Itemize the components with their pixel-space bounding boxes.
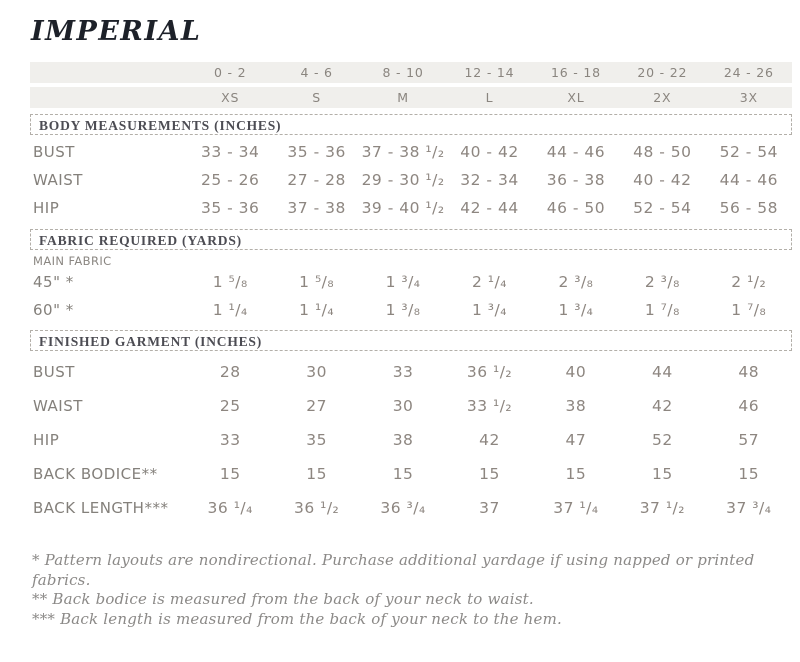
size-number-header: 12 - 14 bbox=[464, 65, 515, 80]
section-title-fabric-required: FABRIC REQUIRED (YARDS) bbox=[30, 229, 792, 250]
measurement-value: 47 bbox=[565, 431, 587, 449]
yardage-value: 2 ³/₈ bbox=[644, 273, 680, 291]
row-label: 45" * bbox=[33, 273, 74, 291]
table-row-fabric-45 bbox=[30, 268, 792, 296]
yardage-value: 1 ³/₈ bbox=[385, 301, 421, 319]
yardage-value: 1 ³/₄ bbox=[472, 301, 507, 319]
size-letter-header: 3X bbox=[739, 90, 758, 105]
measurement-value: 15 bbox=[392, 465, 414, 483]
table-row-hip bbox=[30, 194, 792, 222]
size-number-header: 16 - 18 bbox=[550, 65, 601, 80]
measurement-value: 52 - 54 bbox=[633, 199, 692, 217]
measurement-value: 28 bbox=[219, 363, 241, 381]
measurement-value: 40 - 42 bbox=[633, 171, 692, 189]
footnote-back-length: *** Back length is measured from the back of your neck to the hem. bbox=[32, 609, 562, 628]
measurement-value: 36 ¹/₄ bbox=[207, 499, 253, 517]
table-row-waist bbox=[30, 166, 792, 194]
yardage-value: 2 ³/₈ bbox=[558, 273, 594, 291]
measurement-value: 57 bbox=[738, 431, 760, 449]
measurement-value: 15 bbox=[738, 465, 760, 483]
yardage-value: 1 ³/₄ bbox=[385, 273, 421, 291]
yardage-value: 1 ³/₄ bbox=[558, 301, 594, 319]
size-chart bbox=[30, 62, 792, 525]
measurement-value: 37 ³/₄ bbox=[726, 499, 772, 517]
section-title-body-measurements: BODY MEASUREMENTS (INCHES) bbox=[30, 114, 792, 135]
measurement-value: 25 - 26 bbox=[201, 171, 260, 189]
measurement-value: 46 bbox=[738, 397, 760, 415]
measurement-value: 32 - 34 bbox=[460, 171, 519, 189]
yardage-value: 1 ⁵/₈ bbox=[299, 273, 335, 291]
measurement-value: 38 bbox=[565, 397, 587, 415]
measurement-value: 40 bbox=[565, 363, 587, 381]
measurement-value: 15 bbox=[306, 465, 327, 483]
measurement-value: 56 - 58 bbox=[719, 199, 778, 217]
row-label: BACK LENGTH*** bbox=[33, 499, 169, 517]
measurement-value: 36 - 38 bbox=[546, 171, 606, 189]
measurement-value: 36 ¹/₂ bbox=[293, 499, 340, 517]
measurement-value: 15 bbox=[651, 465, 673, 483]
table-row-back-length bbox=[30, 491, 792, 525]
measurement-value: 42 - 44 bbox=[460, 199, 519, 217]
table-row-fabric-60 bbox=[30, 296, 792, 324]
measurement-value: 46 - 50 bbox=[546, 199, 606, 217]
yardage-value: 1 ⁵/₈ bbox=[212, 273, 248, 291]
measurement-value: 35 - 36 bbox=[201, 199, 260, 217]
measurement-value: 15 bbox=[219, 465, 241, 483]
table-row-finished-bust bbox=[30, 355, 792, 389]
row-label: BACK BODICE** bbox=[33, 465, 158, 483]
measurement-value: 29 - 30 ¹/₂ bbox=[361, 171, 445, 189]
size-number-header: 24 - 26 bbox=[723, 65, 774, 80]
measurement-value: 30 bbox=[392, 397, 414, 415]
measurement-value: 37 ¹/₄ bbox=[553, 499, 599, 517]
measurement-value: 27 bbox=[306, 397, 327, 415]
subheading-main-fabric: MAIN FABRIC bbox=[33, 254, 112, 268]
row-label: HIP bbox=[33, 199, 60, 217]
size-letter-header: S bbox=[312, 90, 321, 105]
section-title-finished-garment: FINISHED GARMENT (INCHES) bbox=[30, 330, 792, 351]
measurement-value: 35 - 36 bbox=[287, 143, 346, 161]
size-letter-header: M bbox=[397, 90, 409, 105]
measurement-value: 48 bbox=[738, 363, 760, 381]
measurement-value: 52 bbox=[651, 431, 673, 449]
yardage-value: 1 ¹/₄ bbox=[212, 301, 248, 319]
footnotes bbox=[32, 551, 800, 629]
measurement-value: 38 bbox=[392, 431, 414, 449]
row-label: WAIST bbox=[33, 171, 83, 189]
yardage-value: 2 ¹/₂ bbox=[731, 273, 767, 291]
row-label: HIP bbox=[33, 431, 60, 449]
footnote-pattern-layouts: * Pattern layouts are nondirectional. Purchase additional yardage if using napped or printed fabrics. bbox=[32, 551, 755, 589]
measurement-value: 40 - 42 bbox=[460, 143, 519, 161]
size-letter-header: 2X bbox=[653, 90, 672, 105]
yardage-value: 1 ⁷/₈ bbox=[644, 301, 680, 319]
footnote-back-bodice: ** Back bodice is measured from the back of your neck to waist. bbox=[32, 590, 534, 608]
measurement-value: 42 bbox=[651, 397, 673, 415]
size-number-header: 4 - 6 bbox=[300, 65, 333, 80]
measurement-value: 37 - 38 ¹/₂ bbox=[361, 143, 445, 161]
measurement-value: 33 - 34 bbox=[201, 143, 260, 161]
row-label: BUST bbox=[33, 143, 75, 161]
table-row-finished-hip bbox=[30, 423, 792, 457]
size-number-header: 0 - 2 bbox=[214, 65, 247, 80]
row-label: BUST bbox=[33, 363, 75, 381]
measurement-value: 27 - 28 bbox=[287, 171, 346, 189]
page-title: IMPERIAL bbox=[31, 16, 202, 47]
size-letter-header-row bbox=[30, 87, 792, 108]
size-letter-header: L bbox=[485, 90, 494, 105]
size-number-header: 20 - 22 bbox=[637, 65, 688, 80]
measurement-value: 48 - 50 bbox=[633, 143, 692, 161]
measurement-value: 15 bbox=[565, 465, 587, 483]
measurement-value: 44 - 46 bbox=[719, 171, 778, 189]
row-label: 60" * bbox=[33, 301, 74, 319]
measurement-value: 36 ¹/₂ bbox=[466, 363, 513, 381]
measurement-value: 44 - 46 bbox=[546, 143, 606, 161]
measurement-value: 37 ¹/₂ bbox=[639, 499, 685, 517]
measurement-value: 35 bbox=[306, 431, 327, 449]
table-row-back-bodice bbox=[30, 457, 792, 491]
measurement-value: 42 bbox=[479, 431, 500, 449]
measurement-value: 15 bbox=[479, 465, 500, 483]
table-row-bust bbox=[30, 138, 792, 166]
size-number-header: 8 - 10 bbox=[382, 65, 424, 80]
yardage-value: 2 ¹/₄ bbox=[472, 273, 507, 291]
measurement-value: 30 bbox=[306, 363, 327, 381]
measurement-value: 25 bbox=[219, 397, 241, 415]
measurement-value: 33 bbox=[219, 431, 241, 449]
measurement-value: 33 ¹/₂ bbox=[466, 397, 513, 415]
table-row-finished-waist bbox=[30, 389, 792, 423]
measurement-value: 37 bbox=[479, 499, 500, 517]
size-letter-header: XL bbox=[567, 90, 585, 105]
measurement-value: 39 - 40 ¹/₂ bbox=[361, 199, 445, 217]
size-letter-header: XS bbox=[221, 90, 240, 105]
measurement-value: 33 bbox=[392, 363, 414, 381]
yardage-value: 1 ⁷/₈ bbox=[731, 301, 767, 319]
measurement-value: 36 ³/₄ bbox=[380, 499, 426, 517]
measurement-value: 37 - 38 bbox=[287, 199, 346, 217]
measurement-value: 44 bbox=[651, 363, 673, 381]
row-label: WAIST bbox=[33, 397, 83, 415]
measurement-value: 52 - 54 bbox=[719, 143, 778, 161]
size-number-header-row bbox=[30, 62, 792, 83]
yardage-value: 1 ¹/₄ bbox=[299, 301, 335, 319]
